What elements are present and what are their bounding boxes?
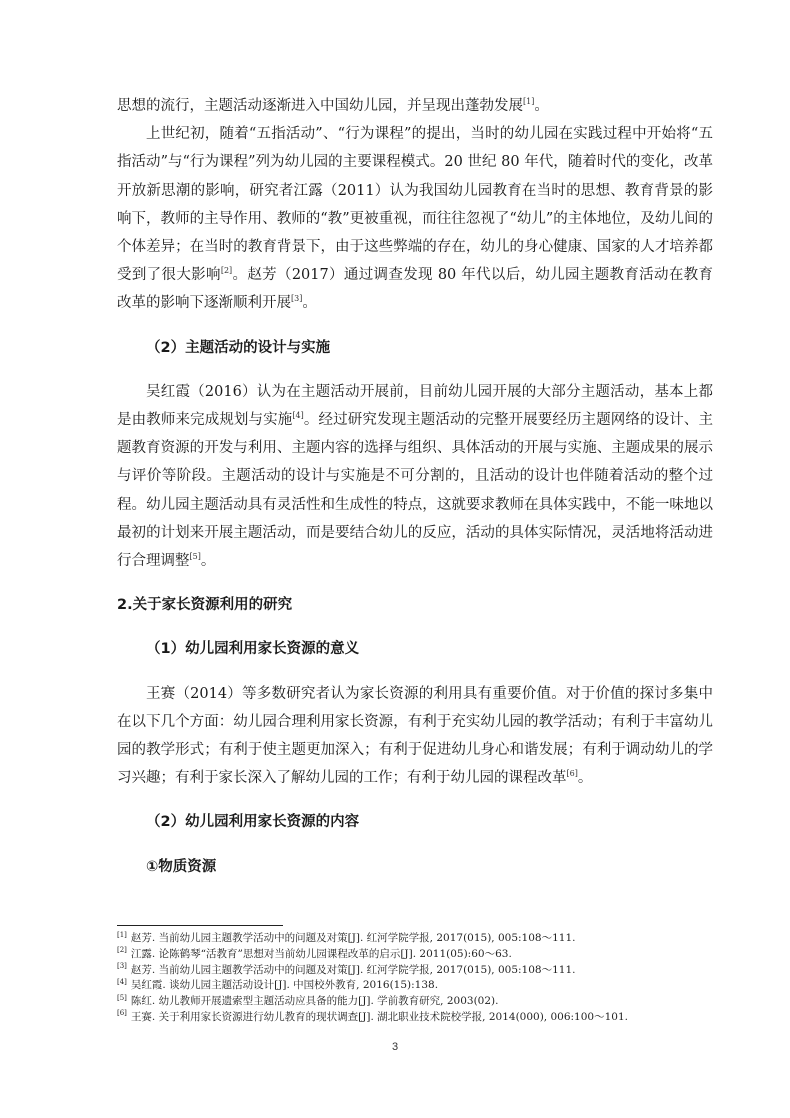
paragraph-text: 吴红霞（2016）认为在主题活动开展前，目前幼儿园开展的大部分主题活动，基本上都是由教师来完成规划与实施 [117, 383, 713, 429]
footnote-text: 江露. 论陈鹤琴“活教育”思想对当前幼儿园课程改革的启示[J]. 2011(05):60～63. [130, 947, 512, 960]
footnote-text: 王赛. 关于利用家长资源进行幼儿教育的现状调查[J]. 湖北职业技术院校学报, 2014(000), 006:100～101. [130, 1010, 628, 1023]
footnote-item [117, 931, 717, 947]
paragraph-text: 王赛（2014）等多数研究者认为家长资源的利用具有重要价值。对于价值的探讨多集中在以下几个方面：幼儿园合理利用家长资源，有利于充实幼儿园的教学活动；有利于丰富幼儿园的教学形式；有利于使主题更加深入；有利于促进幼儿身心和谐发展；有利于调动幼儿的学习兴趣；有利于家长深入了解幼儿园的工作；有利于幼儿园的课程改革 [117, 685, 713, 787]
footnote-item [117, 947, 717, 963]
paragraph-text: 。 [302, 295, 317, 312]
footnote-mark: [5] [117, 993, 127, 1002]
paragraph-text: 。 [577, 770, 593, 787]
page-number: 3 [391, 1041, 399, 1053]
paragraph-text: 。赵芳（2017）通过调查发现 80 年代以后，幼儿园主题教育活动在教育改革的影响下逐渐顺利开展 [117, 267, 714, 312]
footnote-item [117, 994, 717, 1010]
section-heading: 2.关于家长资源利用的研究 [117, 597, 293, 614]
citation-ref[interactable]: [2] [220, 266, 233, 276]
subsection-heading: （1）幼儿园利用家长资源的意义 [146, 641, 360, 658]
footnote-mark: [6] [117, 1009, 127, 1018]
paragraph-continuation [117, 92, 713, 120]
paragraph-text: 。 [200, 553, 216, 570]
paragraph-text: 上世纪初，随着“五指活动”、“行为课程”的提出，当时的幼儿园在实践过程中开始将“五指活动”与“行为课程”列为幼儿园的主要课程模式。20 世纪 80 年代，随着时代的变化，改革开放新思潮的影响，研究者江露（2011）认为我国幼儿园教育在当时的思想、教育背景的影响下，教师的主导作用、教师的“教”更被重视，而往往忽视了“幼儿”的主体地位，及幼儿间的个体差异；在当时的教育背景下，由于这些弊端的存在，幼儿的身心健康、国家的人才培养都受到了很大影响 [117, 126, 713, 284]
paragraph-text: 。经过研究发现主题活动的完整开展要经历主题网络的设计、主题教育资源的开发与利用、主题内容的选择与组织、具体活动的开展与实施、主题成果的展示与评价等阶段。主题活动的设计与实施是不可分割的，且活动的设计也伴随着活动的整个过程。幼儿园主题活动具有灵活性和生成性的特点，这就要求教师在具体实践中，不能一味地以最初的计划来开展主题活动，而是要结合幼儿的反应，活动的具体实际情况，灵活地将活动进行合理调整 [117, 412, 714, 570]
footnote-mark: [2] [117, 946, 127, 955]
subsection-heading: （2）幼儿园利用家长资源的内容 [146, 814, 360, 831]
footnote-mark: [3] [117, 962, 127, 971]
citation-ref[interactable]: [5] [189, 552, 201, 562]
citation-ref[interactable]: [1] [523, 97, 535, 107]
footnote-mark: [4] [117, 977, 127, 986]
footnote-item [117, 1010, 717, 1026]
citation-ref[interactable]: [6] [566, 769, 578, 779]
footnote-item [117, 978, 717, 994]
footnote-text: 赵芳. 当前幼儿园主题教学活动中的问题及对策[J]. 红河学院学报, 2017(015), 005:108～111. [130, 932, 576, 944]
sub-subsection-heading: ①物质资源 [146, 858, 217, 875]
footnote-item [117, 963, 717, 979]
body-text [117, 92, 713, 881]
paragraph-text: 思想的流行，主题活动逐渐进入中国幼儿园，并呈现出蓬勃发展 [117, 98, 523, 114]
footnote-text: 赵芳. 当前幼儿园主题教学活动中的问题及对策[J]. 红河学院学报, 2017(015), 005:108～111. [130, 963, 576, 976]
paragraph-design [117, 378, 713, 575]
footnotes [117, 931, 717, 1026]
footnote-text: 吴红霞. 谈幼儿园主题活动设计[J]. 中国校外教育, 2016(15):138. [130, 979, 439, 992]
footnote-text: 陈红. 幼儿教师开展遗索型主题活动应具备的能力[J]. 学前教育研究, 2003(02). [130, 995, 499, 1008]
citation-ref[interactable]: [3] [291, 294, 303, 304]
paragraph-text: 。 [534, 98, 549, 114]
footnote-separator [117, 925, 283, 926]
paragraph-history [117, 120, 713, 317]
footnote-mark: [1] [117, 930, 127, 939]
subsection-heading: （2）主题活动的设计与实施 [146, 339, 331, 356]
citation-ref[interactable]: [4] [292, 411, 304, 421]
paragraph-significance [117, 680, 713, 793]
